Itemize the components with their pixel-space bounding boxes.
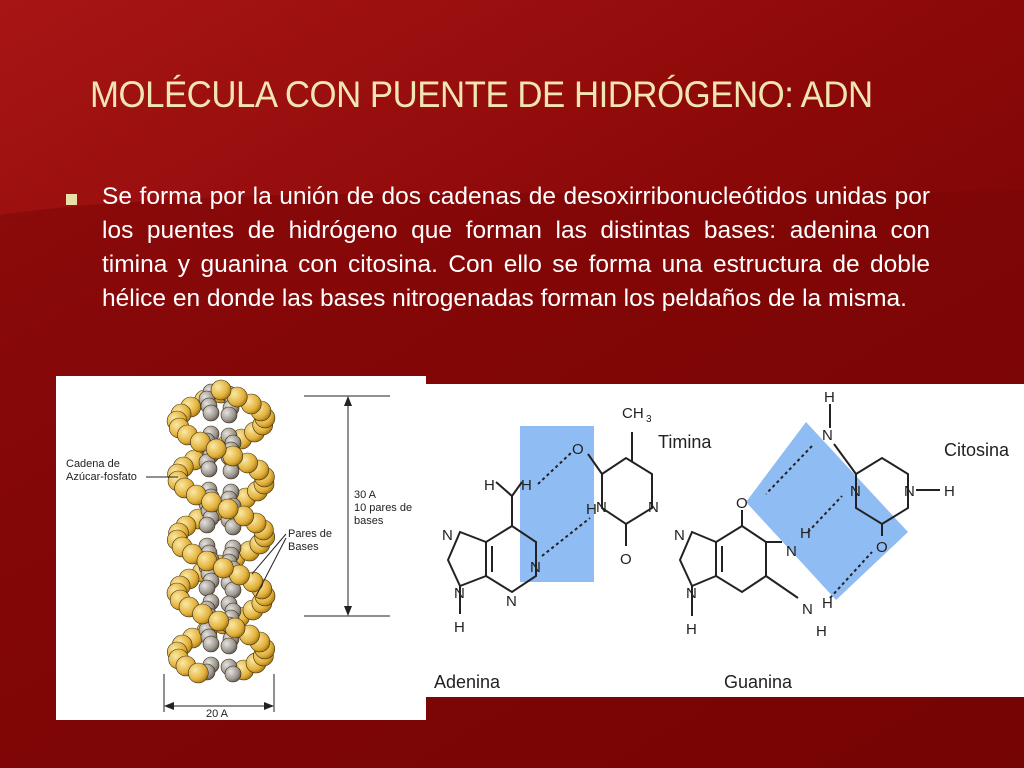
base-pairs-figure xyxy=(426,384,1024,697)
svg-text:N: N xyxy=(530,559,541,576)
slide-title: MOLÉCULA CON PUENTE DE HIDRÓGENO: ADN xyxy=(90,74,873,115)
helix-atom-sphere xyxy=(225,666,241,682)
svg-text:H: H xyxy=(521,477,532,494)
base-pairs-diagram xyxy=(426,384,1024,697)
helix-atom-sphere xyxy=(203,405,219,421)
svg-text:O: O xyxy=(876,539,888,556)
svg-text:N: N xyxy=(674,527,685,544)
svg-text:N: N xyxy=(442,527,453,544)
svg-text:H: H xyxy=(822,595,833,612)
svg-text:H: H xyxy=(824,389,835,406)
svg-text:N: N xyxy=(850,483,861,500)
bullet-list xyxy=(62,180,930,316)
helix-atom-sphere xyxy=(188,663,208,683)
helix-atom-sphere xyxy=(209,611,229,631)
svg-text:O: O xyxy=(572,441,584,458)
double-helix-figure xyxy=(56,376,426,720)
helix-atom-sphere xyxy=(213,558,233,578)
svg-text:30 A: 30 A xyxy=(354,489,377,501)
thymine-structure xyxy=(588,432,652,546)
helix-molecule xyxy=(167,380,275,683)
svg-text:H: H xyxy=(944,483,955,500)
citosina-label: Citosina xyxy=(944,440,1010,460)
svg-text:bases: bases xyxy=(354,515,384,527)
svg-text:Bases: Bases xyxy=(288,541,319,553)
gc-hydrogen-bond-highlight xyxy=(746,422,908,600)
bullet-square-icon xyxy=(66,194,77,205)
adenina-label: Adenina xyxy=(434,672,501,692)
height-dimension xyxy=(304,396,412,616)
width-dimension xyxy=(164,674,274,720)
svg-text:H: H xyxy=(816,623,827,640)
svg-text:H: H xyxy=(686,621,697,638)
svg-text:10 pares de: 10 pares de xyxy=(354,502,413,514)
svg-text:CH: CH xyxy=(622,405,644,422)
helix-atom-sphere xyxy=(199,517,215,533)
svg-text:N: N xyxy=(506,593,517,610)
label-sugar-phosphate-chain xyxy=(66,458,178,483)
svg-text:3: 3 xyxy=(646,414,652,425)
svg-text:20 A: 20 A xyxy=(206,708,229,720)
helix-atom-sphere xyxy=(221,407,237,423)
svg-text:H: H xyxy=(454,619,465,636)
svg-text:Azúcar-fosfato: Azúcar-fosfato xyxy=(66,471,137,483)
svg-text:Pares de: Pares de xyxy=(288,528,333,540)
svg-text:N: N xyxy=(802,601,813,618)
svg-text:O: O xyxy=(620,551,632,568)
helix-atom-sphere xyxy=(203,636,219,652)
svg-text:N: N xyxy=(686,585,697,602)
helix-atom-sphere xyxy=(199,580,215,596)
svg-text:N: N xyxy=(822,427,833,444)
svg-text:O: O xyxy=(736,495,748,512)
svg-text:Cadena de: Cadena de xyxy=(66,458,120,470)
svg-text:N: N xyxy=(454,585,465,602)
svg-text:H: H xyxy=(586,501,597,518)
timina-label: Timina xyxy=(658,432,712,452)
svg-text:N: N xyxy=(786,543,797,560)
helix-atom-sphere xyxy=(206,439,226,459)
double-helix-illustration xyxy=(56,376,426,720)
svg-text:H: H xyxy=(484,477,495,494)
bullet-text: Se forma por la unión de dos cadenas de desoxirribonucleótidos unidas por los puentes de hidrógeno que forman las distintas bases: adenina con timina y guanina con citosina. Con ello se forma una estructura de doble hélice en donde las bases nitrogenadas forman los peldaños de la misma. xyxy=(102,183,930,312)
helix-atom-sphere xyxy=(201,461,217,477)
guanina-label: Guanina xyxy=(724,672,793,692)
helix-atom-sphere xyxy=(211,380,231,400)
helix-atom-sphere xyxy=(218,499,238,519)
svg-text:H: H xyxy=(800,525,811,542)
svg-text:N: N xyxy=(904,483,915,500)
svg-text:N: N xyxy=(596,499,607,516)
helix-atom-sphere xyxy=(221,638,237,654)
svg-text:N: N xyxy=(648,499,659,516)
